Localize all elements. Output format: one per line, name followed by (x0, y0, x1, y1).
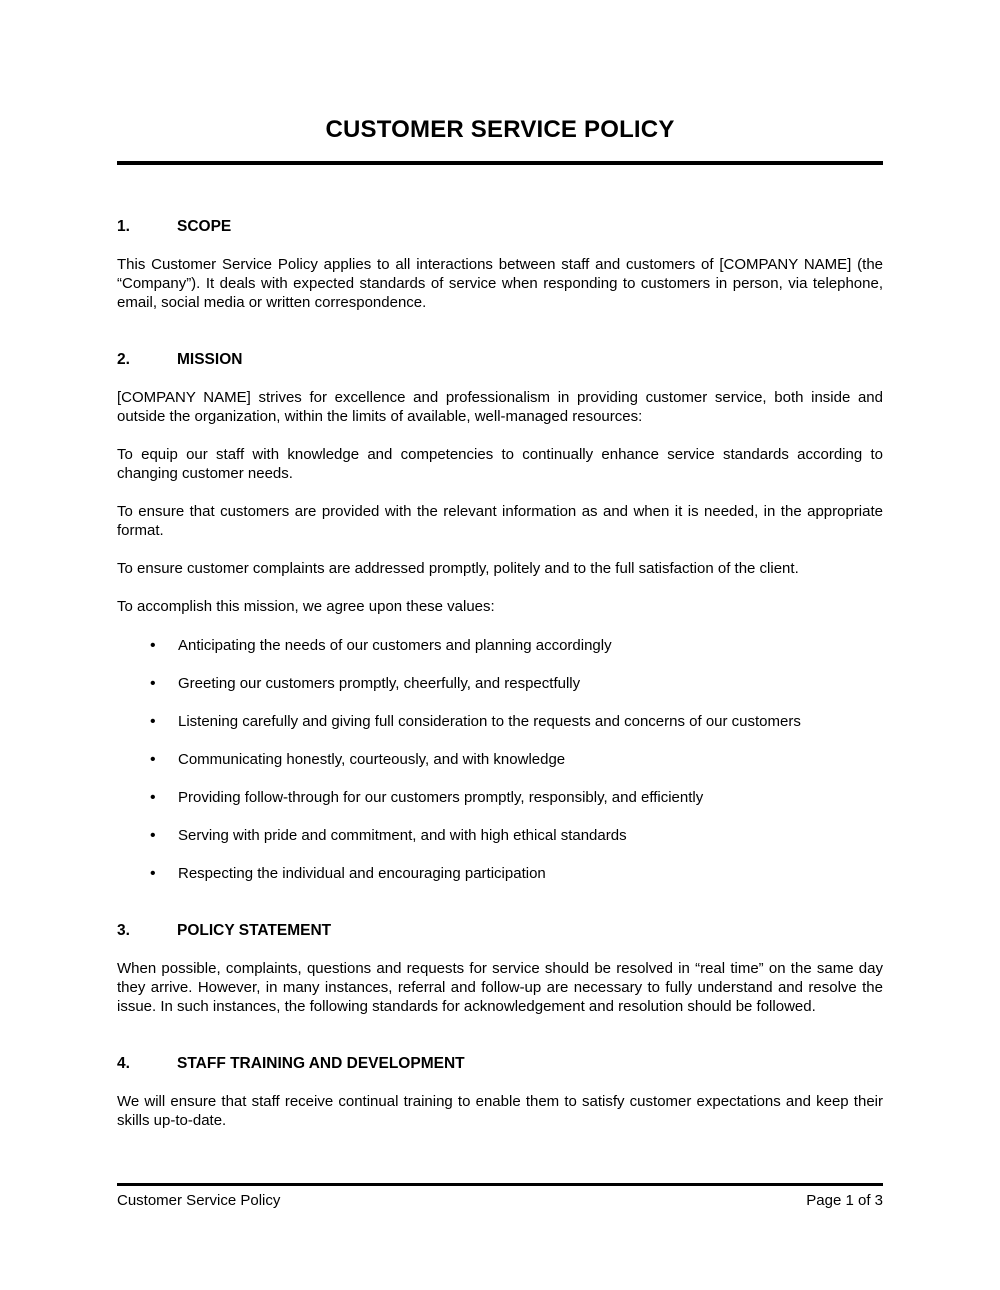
paragraph: When possible, complaints, questions and requests for service should be resolved in “real time” on the same day they arrive. However, in many instances, referral and follow-up are necessary to fully understand and resolve the issue. In such instances, the following standards for acknowledgement and resolution should be followed. (117, 960, 883, 1015)
section-heading-mission (117, 350, 883, 369)
paragraph: To ensure that customers are provided with the relevant information as and when it is needed, in the appropriate format. (117, 503, 883, 539)
section-heading-staff-training (117, 1054, 883, 1073)
section-heading-scope (117, 217, 883, 236)
bullet-item: • Serving with pride and commitment, and with high ethical standards (117, 826, 883, 845)
bullet-item: • Communicating honestly, courteously, and with knowledge (117, 750, 883, 769)
section-title: STAFF TRAINING AND DEVELOPMENT (177, 1055, 465, 1072)
bullet-item: • Greeting our customers promptly, cheerfully, and respectfully (117, 674, 883, 693)
bullet-item: • Providing follow-through for our customers promptly, responsibly, and efficiently (117, 788, 883, 807)
bullet-item: • Anticipating the needs of our customers and planning accordingly (117, 636, 883, 655)
bullet-item: • Listening carefully and giving full consideration to the requests and concerns of our customers (117, 712, 883, 731)
bullet-item: • Respecting the individual and encouraging participation (117, 864, 883, 883)
section-number: 2. (117, 351, 130, 368)
paragraph: To accomplish this mission, we agree upon these values: (117, 598, 495, 615)
paragraph: This Customer Service Policy applies to all interactions between staff and customers of [COMPANY NAME] (the “Company”). It deals with expected standards of service when responding to customers in person, via telephone, email, social media or written correspondence. (117, 256, 883, 311)
section-number: 3. (117, 922, 130, 939)
section-heading-policy-statement (117, 921, 883, 940)
section-title: SCOPE (177, 218, 232, 235)
values-bullet-list (117, 636, 883, 883)
footer-document-title: Customer Service Policy (117, 1192, 281, 1209)
page-title: CUSTOMER SERVICE POLICY (325, 116, 675, 143)
footer-page-number: Page 1 of 3 (806, 1192, 883, 1209)
paragraph: To ensure customer complaints are addressed promptly, politely and to the full satisfaction of the client. (117, 560, 799, 577)
section-title: POLICY STATEMENT (177, 922, 332, 939)
title-rule (117, 161, 883, 165)
page-footer (117, 1183, 883, 1210)
paragraph: To equip our staff with knowledge and competencies to continually enhance service standards according to changing customer needs. (117, 446, 883, 482)
section-number: 4. (117, 1055, 130, 1072)
document-content (0, 116, 1000, 1130)
paragraph: [COMPANY NAME] strives for excellence and professionalism in providing customer service, both inside and outside the organization, within the limits of available, well-managed resources: (117, 389, 883, 425)
paragraph: We will ensure that staff receive continual training to enable them to satisfy customer expectations and keep their skills up-to-date. (117, 1093, 883, 1129)
section-number: 1. (117, 218, 130, 235)
section-title: MISSION (177, 351, 243, 368)
